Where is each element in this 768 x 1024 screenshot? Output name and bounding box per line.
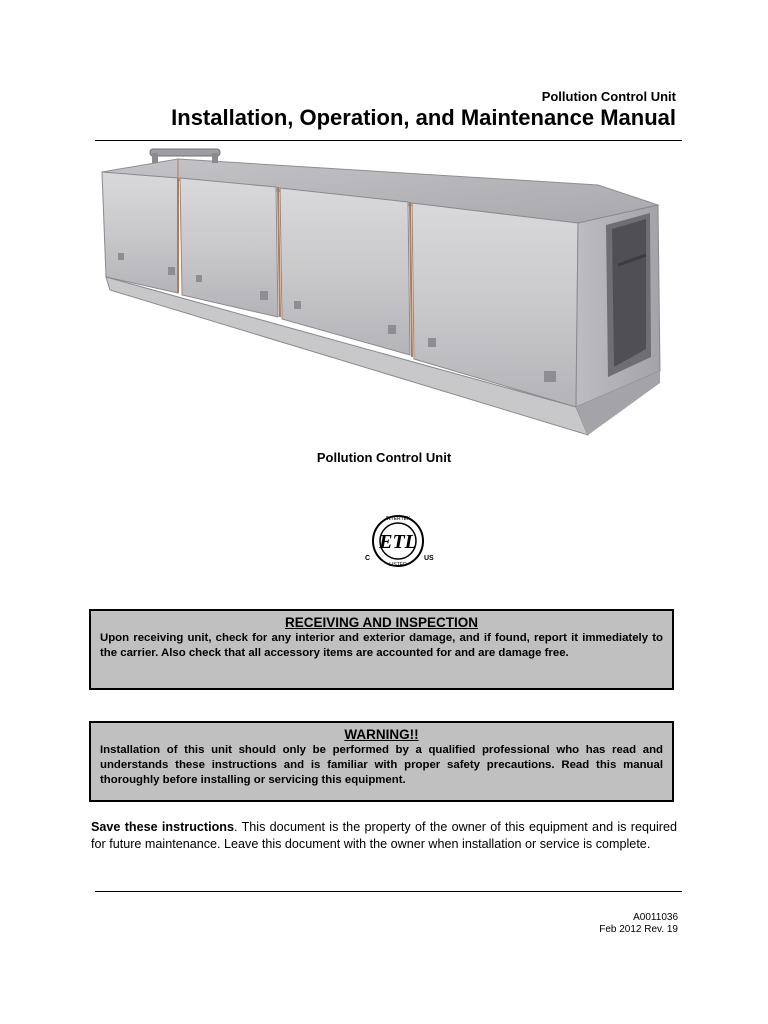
document-revision: Feb 2012 Rev. 19 <box>599 924 678 935</box>
svg-text:C: C <box>365 555 371 562</box>
document-title: Installation, Operation, and Maintenance Manual <box>171 105 676 130</box>
document-subtitle: Pollution Control Unit <box>541 89 676 104</box>
unit-photo <box>98 145 668 440</box>
svg-text:INTERTEK: INTERTEK <box>385 516 411 522</box>
figure-caption: Pollution Control Unit <box>316 450 452 465</box>
warning-notice <box>89 721 674 802</box>
document-number-block <box>599 912 678 936</box>
document-number: A0011036 <box>633 912 678 923</box>
svg-text:ETL: ETL <box>379 531 417 553</box>
save-instructions-lead: Save these instructions <box>91 820 234 834</box>
svg-text:LISTED: LISTED <box>389 562 407 568</box>
receiving-heading: RECEIVING AND INSPECTION <box>284 615 479 630</box>
warning-body: Installation of this unit should only be performed by a qualified professional who has read and understands these instructions and is familiar with proper safety precautions. Read this manual thoroughly before installing or servicing this equipment. <box>100 744 663 786</box>
save-instructions-text: . This document is the property of the owner of this equipment and is required for future maintenance. Leave this document with the owner when installation or service is complete. <box>91 820 677 851</box>
save-instructions-paragraph <box>91 819 677 853</box>
receiving-inspection-notice <box>89 609 674 690</box>
receiving-body: Upon receiving unit, check for any interior and exterior damage, and if found, report it immediately to the carrier. Also check that all accessory items are accounted for and are damage free. <box>100 632 663 659</box>
warning-heading: WARNING!! <box>344 727 419 742</box>
etl-certification-logo <box>358 508 438 578</box>
footer-divider <box>95 891 682 892</box>
svg-text:US: US <box>424 555 434 562</box>
header-divider <box>95 140 682 141</box>
